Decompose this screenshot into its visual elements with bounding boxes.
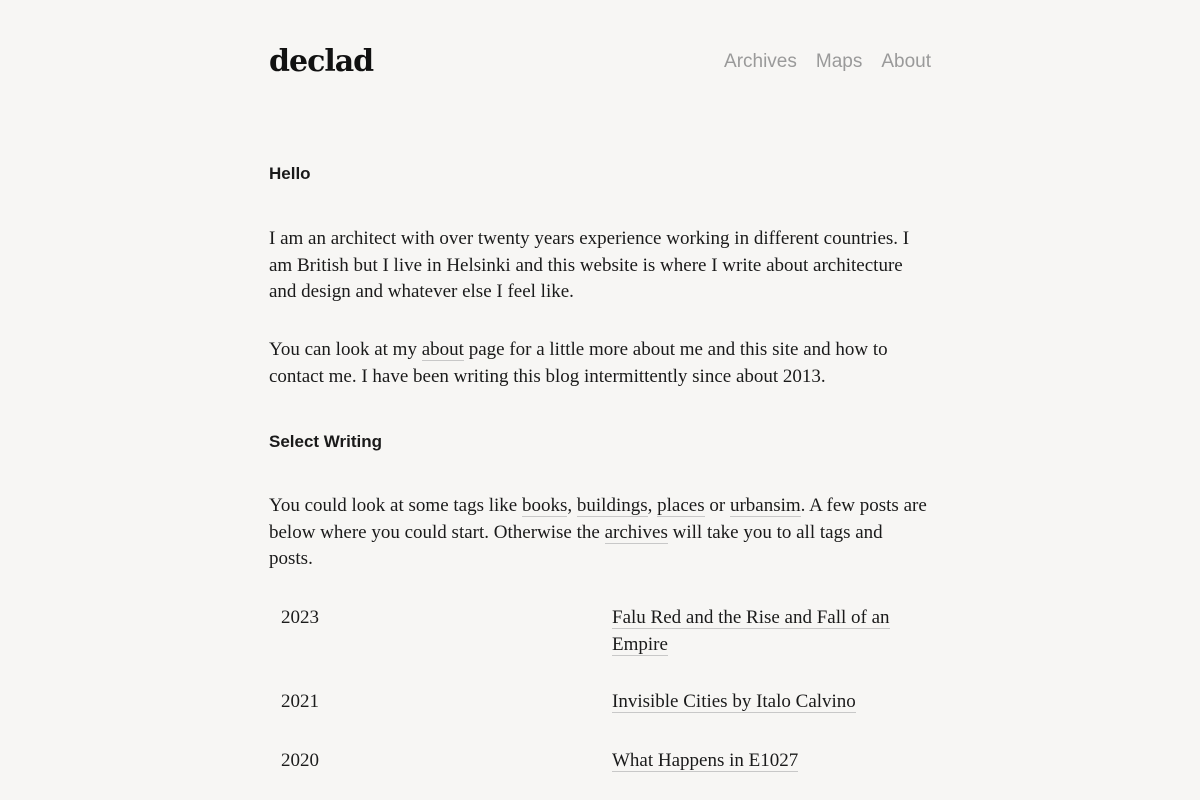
post-link[interactable]: Invisible Cities by Italo Calvino	[612, 691, 856, 712]
post-year: 2021	[281, 691, 319, 712]
about-paragraph	[269, 337, 931, 390]
about-link[interactable]: about	[421, 339, 464, 360]
about-text-before: You can look at my	[269, 339, 422, 360]
tag-places-link[interactable]: places	[657, 495, 705, 516]
tag-urbansim-link[interactable]: urbansim	[729, 495, 801, 516]
post-title	[612, 689, 912, 716]
tags-sep-3: or	[704, 495, 730, 516]
tags-text-end: will take you to all tags and posts.	[269, 521, 883, 570]
post-year: 2020	[281, 750, 319, 771]
tag-buildings-link[interactable]: buildings	[576, 495, 648, 516]
tag-books-link[interactable]: books	[521, 495, 568, 516]
post-title	[612, 748, 912, 775]
tags-text-start: You could look at some tags like	[269, 495, 522, 516]
post-link[interactable]: Falu Red and the Rise and Fall of an Empire	[612, 607, 890, 655]
about-text-after: page for a little more about me and this site and how to contact me. I have been writing this blog intermittently since about 2013.	[269, 339, 888, 387]
archives-link[interactable]: archives	[604, 521, 668, 543]
hello-heading: Hello	[269, 164, 311, 183]
post-year: 2023	[281, 607, 319, 628]
post-link[interactable]: What Happens in E1027	[612, 750, 799, 771]
tags-sep-1: ,	[567, 495, 577, 516]
site-logo[interactable]: declad	[269, 44, 374, 79]
tags-paragraph	[269, 493, 931, 573]
select-writing-heading: Select Writing	[269, 432, 383, 451]
main-nav	[724, 51, 931, 73]
post-title	[612, 605, 912, 658]
tags-text-mid: . A few posts are below where you could start. Otherwise the	[269, 495, 927, 543]
tags-sep-2: ,	[647, 495, 658, 516]
site-header	[269, 44, 931, 84]
nav-archives[interactable]: Archives	[724, 51, 797, 72]
intro-paragraph: I am an architect with over twenty years experience working in different countries. I am British but I live in Helsinki and this website is where I write about architecture and design and whatever else I feel like.	[269, 228, 910, 303]
nav-about[interactable]: About	[881, 51, 931, 72]
nav-maps[interactable]: Maps	[815, 51, 863, 72]
